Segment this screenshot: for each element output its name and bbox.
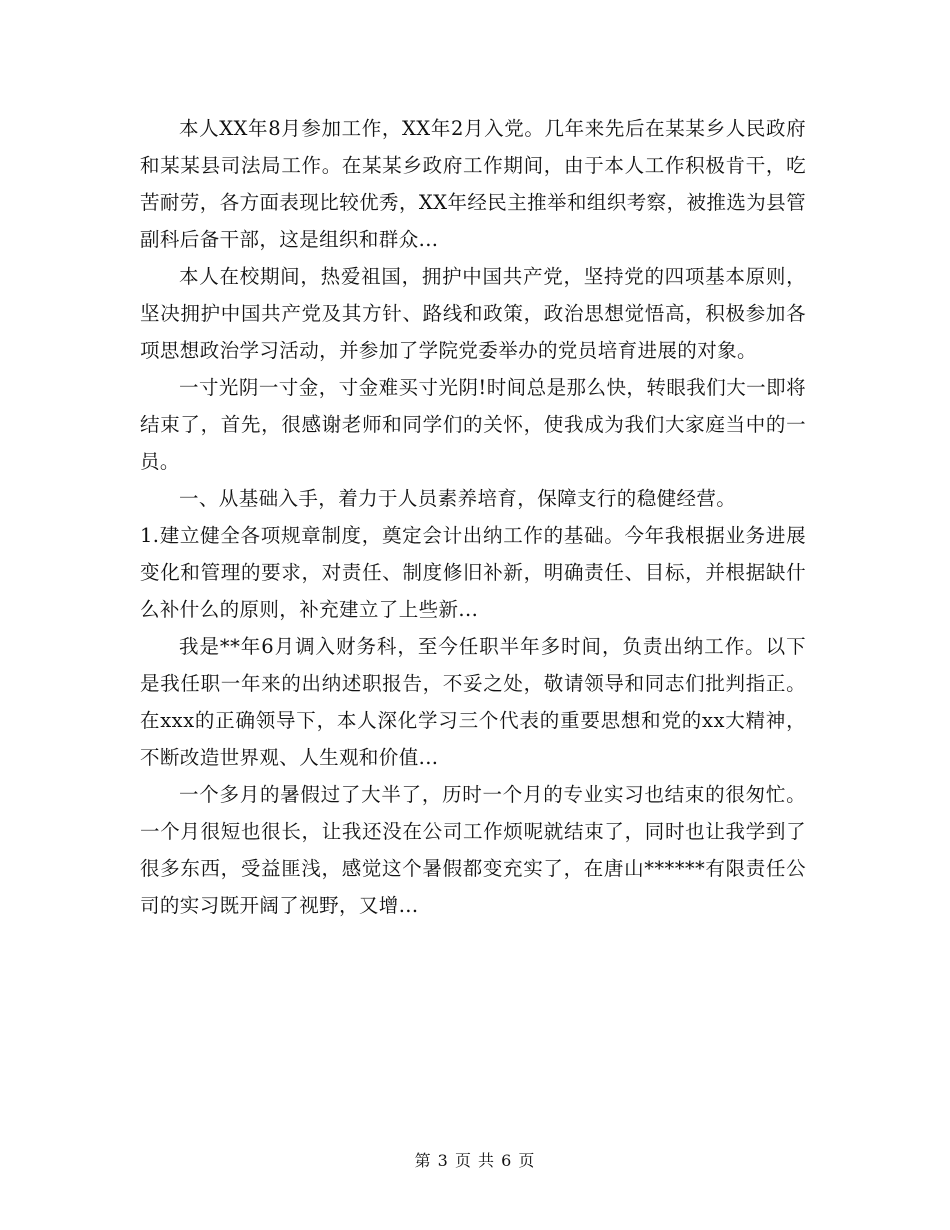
paragraph-6: 我是**年6月调入财务科，至今任职半年多时间，负责出纳工作。以下是我任职一年来的出纳述职报告，不妥之处，敬请领导和同志们批判指正。在xxx的正确领导下，本人深化学习三个代表的重要思想和党的xx大精神，不断改造世界观、人生观和价值... [140, 635, 806, 769]
paragraph-3: 一寸光阴一寸金，寸金难买寸光阴!时间总是那么快，转眼我们大一即将结束了，首先，很感谢老师和同学们的关怀，使我成为我们大家庭当中的一员。 [140, 376, 806, 473]
document-body [140, 110, 806, 924]
paragraph-4: 一、从基础入手，着力于人员素养培育，保障支行的稳健经营。 [179, 487, 737, 510]
paragraph-5: 1.建立健全各项规章制度，奠定会计出纳工作的基础。今年我根据业务进展变化和管理的要求，对责任、制度修旧补新，明确责任、目标，并根据缺什么补什么的原则，补充建立了上些新... [140, 524, 806, 621]
paragraph-7: 一个多月的暑假过了大半了，历时一个月的专业实习也结束的很匆忙。一个月很短也很长，让我还没在公司工作烦呢就结束了，同时也让我学到了很多东西，受益匪浅，感觉这个暑假都变充实了，在唐山******有限责任公司的实习既开阔了视野，又增... [140, 783, 806, 917]
paragraph-2: 本人在校期间，热爱祖国，拥护中国共产党，坚持党的四项基本原则，坚决拥护中国共产党及其方针、路线和政策，政治思想觉悟高，积极参加各项思想政治学习活动，并参加了学院党委举办的党员培育进展的对象。 [140, 265, 806, 362]
page-number-footer: 第 3 页 共 6 页 [414, 1151, 536, 1170]
paragraph-1: 本人XX年8月参加工作，XX年2月入党。几年来先后在某某乡人民政府和某某县司法局工作。在某某乡政府工作期间，由于本人工作积极肯干，吃苦耐劳，各方面表现比较优秀，XX年经民主推举和组织考察，被推选为县管副科后备干部，这是组织和群众... [140, 117, 806, 251]
